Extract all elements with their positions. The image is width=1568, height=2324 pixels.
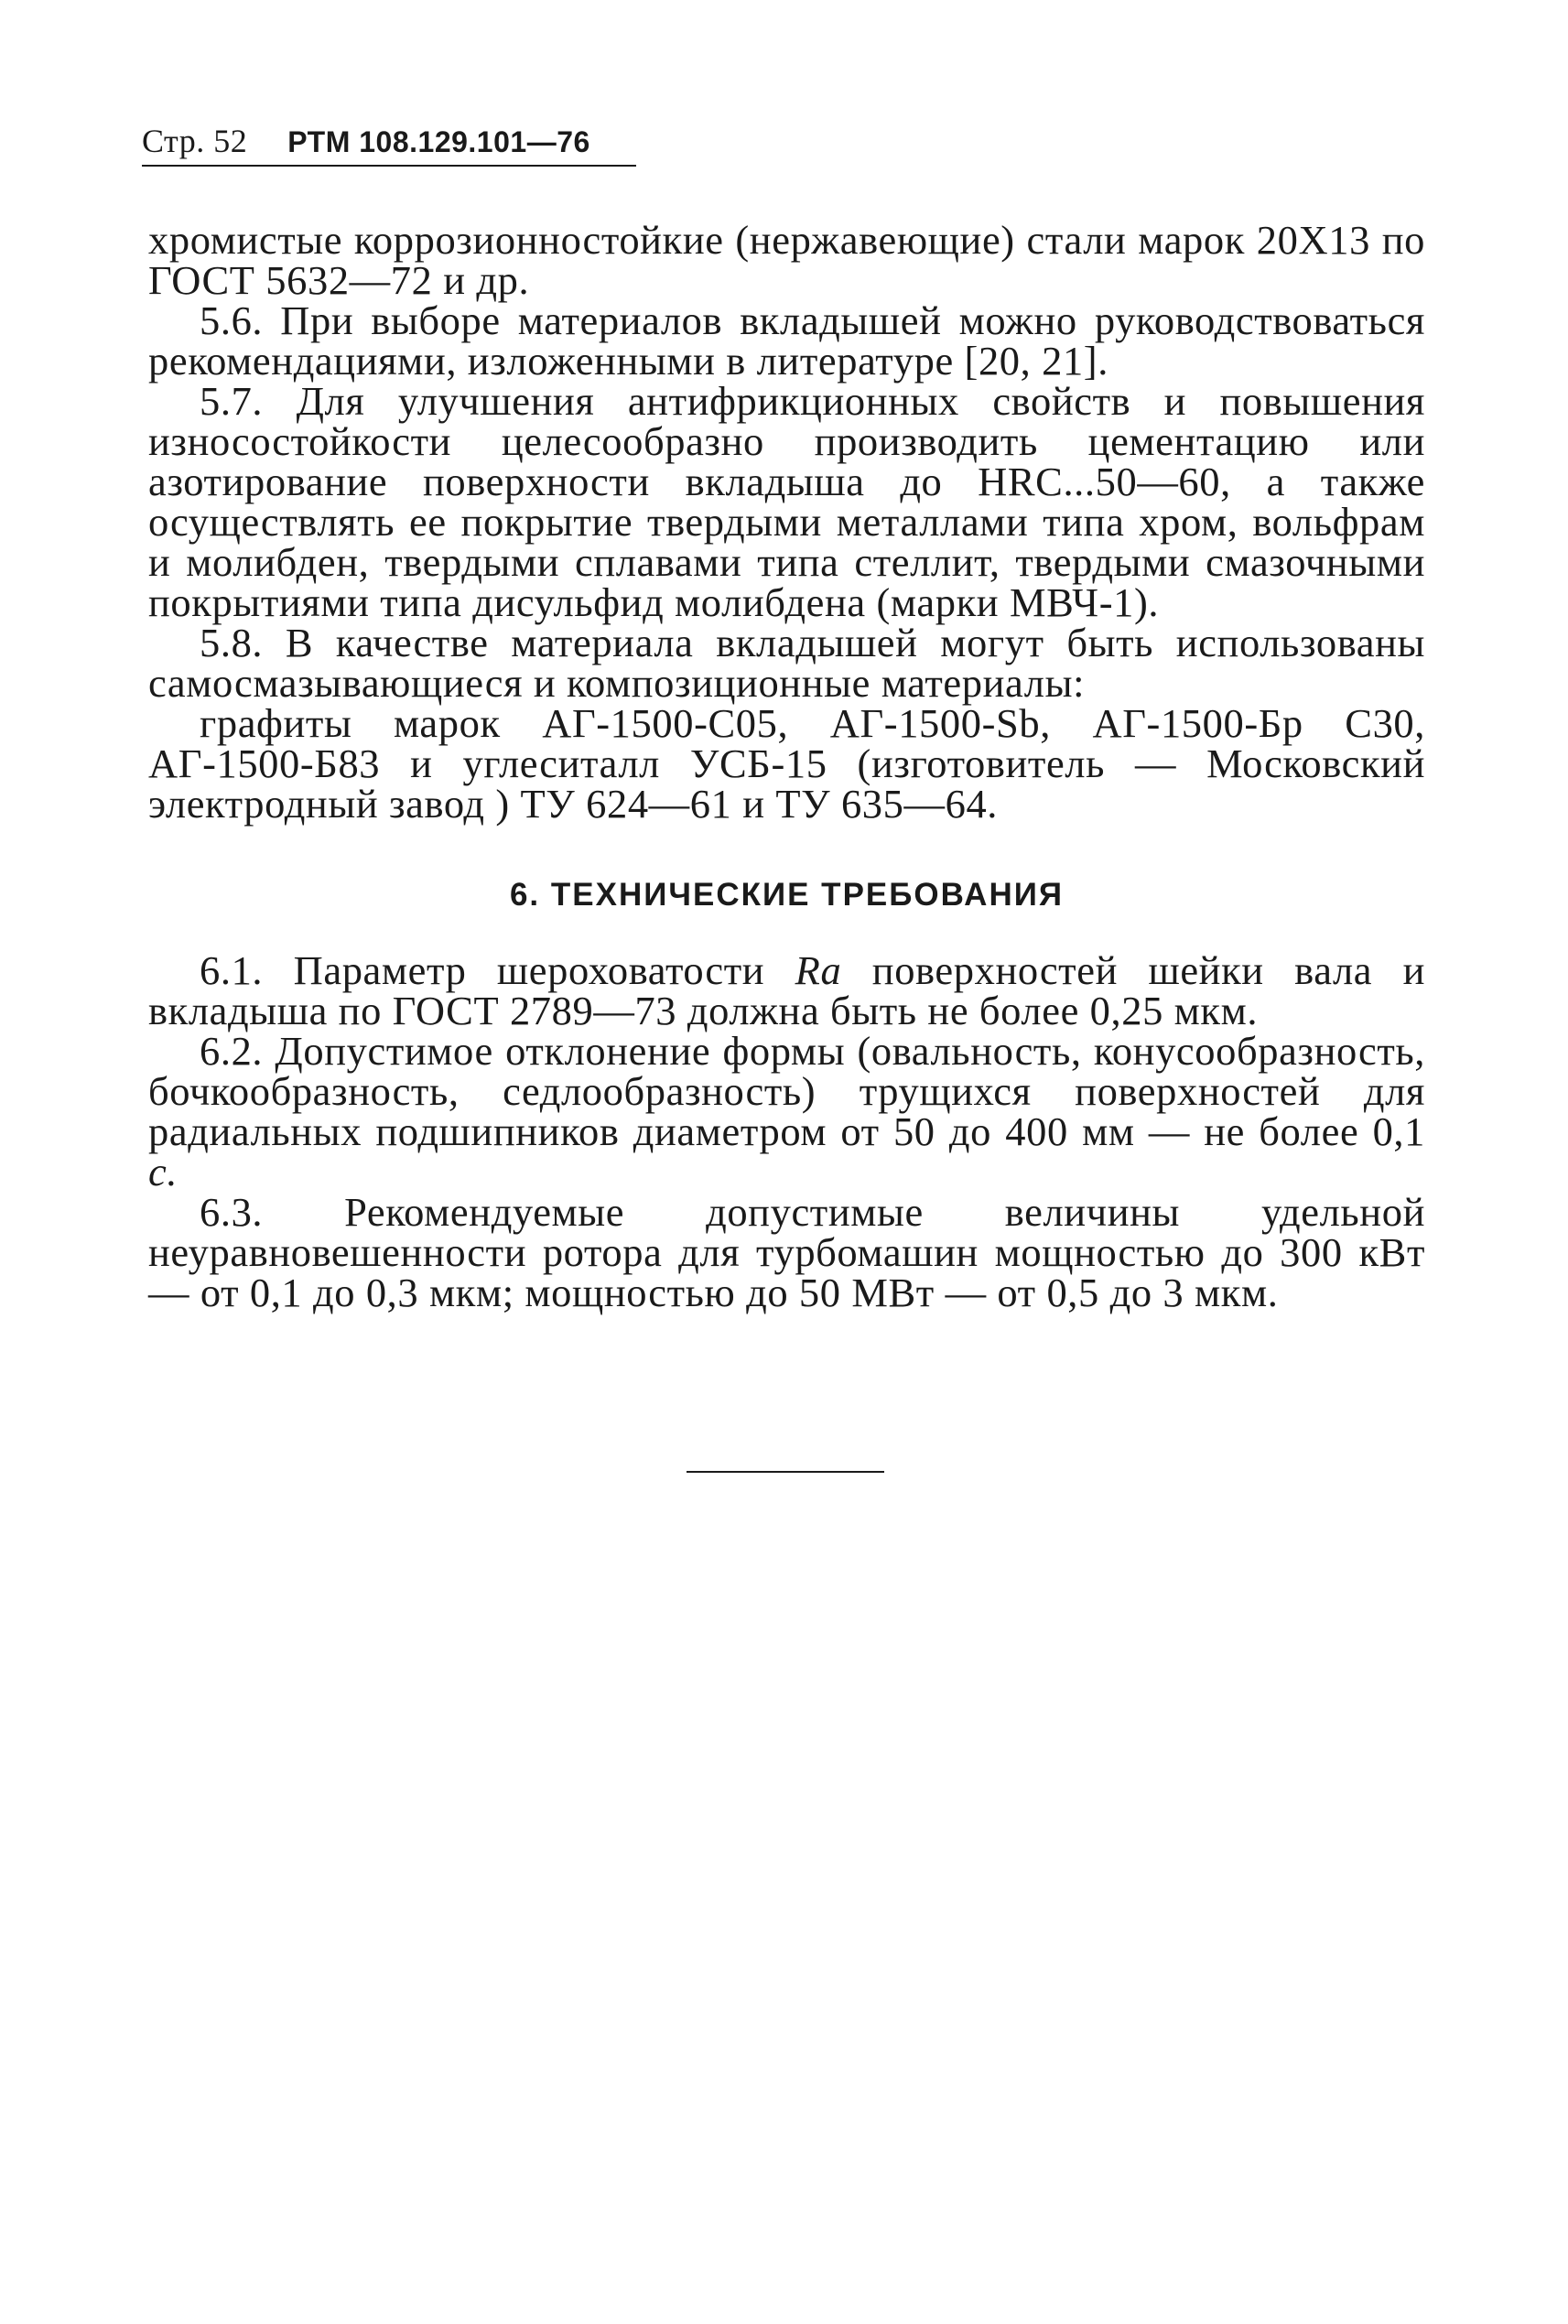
roughness-symbol: Ra — [795, 947, 842, 993]
paragraph-5-8-list: графиты марок АГ-1500-С05, АГ-1500-Sb, АГ-1500-Бр С30, АГ-1500-Б83 и углеситалл УСБ-15 (изготовитель — Московский электродный завод ) ТУ 624—61 и ТУ 635—64. — [148, 700, 1425, 827]
paragraph-5-6: 5.6. При выборе материалов вкладышей можно руководствоваться рекомендациями, изложенными в литературе [20, 21]. — [148, 297, 1425, 384]
paragraph-6-1-start: 6.1. Параметр шероховатости — [200, 947, 765, 993]
paragraph-5-8: 5.8. В качестве материала вкладышей могут быть использованы самосмазывающиеся и композиционные материалы: — [148, 620, 1425, 706]
section-5-text — [148, 217, 1425, 827]
section-6-text — [148, 947, 1425, 1315]
end-rule-divider — [687, 1471, 884, 1473]
paragraph-6-3: 6.3. Рекомендуемые допустимые величины удельной неуравновешенности ротора для турбомашин мощностью до 300 кВт — от 0,1 до 0,3 мкм; мощностью до 50 МВт — от 0,5 до 3 мкм. — [148, 1189, 1425, 1315]
paragraph-6-2-text: 6.2. Допустимое отклонение формы (овальность, конусообразность, бочкообразность, седлообразность) трущихся поверхностей для радиальных подшипников диаметром от 50 до 400 мм — не более 0,1 — [148, 1028, 1425, 1154]
paragraph-6-2-symbol: с. — [148, 1149, 178, 1194]
paragraph-6-1 — [148, 947, 1425, 1033]
paragraph-6-1-end: поверхностей шейки вала и вкладыша по ГОСТ 2789—73 должна быть не более 0,25 мкм. — [148, 947, 1425, 1033]
page-number: Стр. 52 — [142, 123, 248, 159]
paragraph-5-7: 5.7. Для улучшения антифрикционных свойств и повышения износостойкости целесообразно производить цементацию или азотирование поверхности вкладыша до HRC...50—60, а также осуществлять ее покрытие твердыми металлами типа хром, вольфрам и молибден, твердыми сплавами типа стеллит, твердыми смазочными покрытиями типа дисульфид молибдена (марки МВЧ-1). — [148, 378, 1425, 625]
document-code: РТМ 108.129.101—76 — [287, 125, 590, 158]
section-6-title: 6. ТЕХНИЧЕСКИЕ ТРЕБОВАНИЯ — [509, 877, 1065, 913]
paragraph-6-2 — [148, 1028, 1425, 1194]
paragraph-continuation: хромистые коррозионностойкие (нержавеющие) стали марок 20Х13 по ГОСТ 5632—72 и др. — [148, 217, 1425, 303]
page-header — [142, 117, 636, 167]
